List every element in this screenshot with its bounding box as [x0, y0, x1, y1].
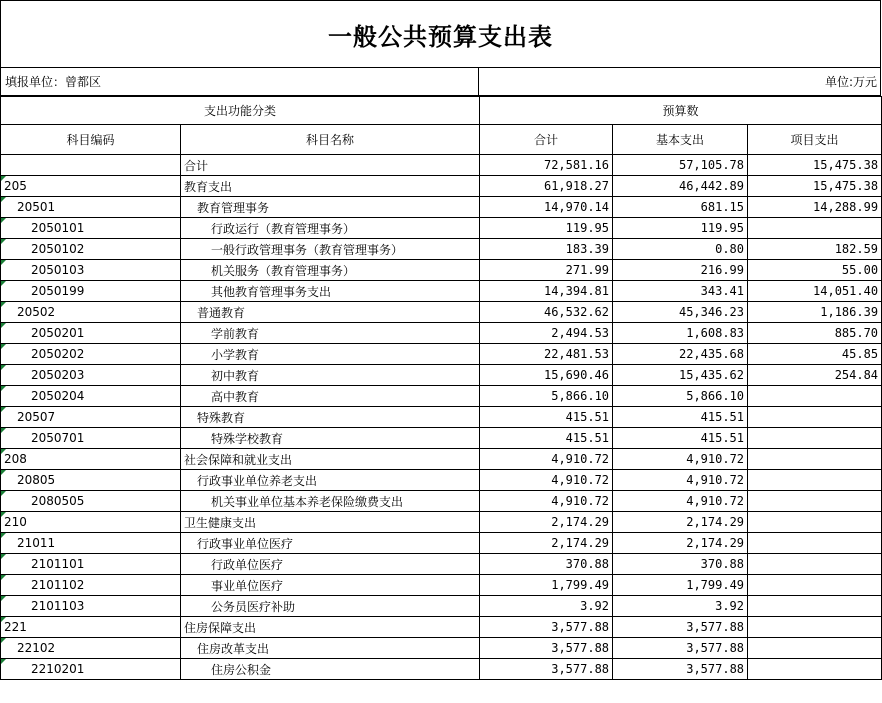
row-total: 3,577.88	[480, 659, 613, 680]
cell-marker-icon	[1, 218, 6, 223]
row-project	[748, 638, 882, 659]
row-code-cell	[1, 365, 181, 386]
row-code: 210	[4, 515, 27, 529]
row-code-cell	[1, 659, 181, 680]
function-class-header: 支出功能分类	[1, 97, 480, 125]
row-code-cell	[1, 197, 181, 218]
row-name: 机关服务（教育管理事务）	[181, 260, 480, 281]
cell-marker-icon	[1, 596, 6, 601]
page-title: 一般公共预算支出表	[328, 21, 553, 51]
table-row	[1, 575, 882, 596]
row-name: 小学教育	[181, 344, 480, 365]
cell-marker-icon	[1, 575, 6, 580]
table-row	[1, 617, 882, 638]
row-code-cell	[1, 323, 181, 344]
row-basic: 5,866.10	[613, 386, 748, 407]
row-total: 3.92	[480, 596, 613, 617]
row-name: 行政事业单位医疗	[181, 533, 480, 554]
row-name: 高中教育	[181, 386, 480, 407]
row-basic: 3,577.88	[613, 617, 748, 638]
row-code-cell	[1, 239, 181, 260]
row-basic: 4,910.72	[613, 491, 748, 512]
row-code: 22102	[17, 641, 56, 655]
row-code: 2101103	[31, 599, 85, 613]
table-row	[1, 512, 882, 533]
row-project: 1,186.39	[748, 302, 882, 323]
table-row	[1, 659, 882, 680]
row-project	[748, 386, 882, 407]
row-name: 行政运行（教育管理事务）	[181, 218, 480, 239]
cell-marker-icon	[1, 281, 6, 286]
table-row	[1, 302, 882, 323]
row-basic: 119.95	[613, 218, 748, 239]
row-code-cell	[1, 407, 181, 428]
row-total: 4,910.72	[480, 470, 613, 491]
row-code: 221	[4, 620, 27, 634]
row-basic: 3,577.88	[613, 659, 748, 680]
cell-marker-icon	[1, 407, 6, 412]
row-basic: 1,799.49	[613, 575, 748, 596]
row-project	[748, 533, 882, 554]
table-row	[1, 344, 882, 365]
row-name: 其他教育管理事务支出	[181, 281, 480, 302]
row-basic: 57,105.78	[613, 155, 748, 176]
row-total: 46,532.62	[480, 302, 613, 323]
row-code: 2050199	[31, 284, 85, 298]
row-code: 2050101	[31, 221, 85, 235]
row-code: 20501	[17, 200, 56, 214]
row-code-cell	[1, 638, 181, 659]
row-name: 行政事业单位养老支出	[181, 470, 480, 491]
cell-marker-icon	[1, 659, 6, 664]
cell-marker-icon	[1, 386, 6, 391]
row-basic: 2,174.29	[613, 533, 748, 554]
table-row	[1, 176, 882, 197]
row-project	[748, 659, 882, 680]
row-project	[748, 617, 882, 638]
column-header-row	[1, 125, 882, 155]
row-total: 2,174.29	[480, 512, 613, 533]
cell-marker-icon	[1, 260, 6, 265]
cell-marker-icon	[1, 491, 6, 496]
row-basic: 370.88	[613, 554, 748, 575]
row-code-cell	[1, 176, 181, 197]
row-code-cell	[1, 302, 181, 323]
basic-column-header: 基本支出	[613, 125, 748, 155]
row-total: 14,970.14	[480, 197, 613, 218]
row-total: 22,481.53	[480, 344, 613, 365]
row-total: 2,494.53	[480, 323, 613, 344]
row-total: 61,918.27	[480, 176, 613, 197]
row-name: 住房改革支出	[181, 638, 480, 659]
table-row	[1, 554, 882, 575]
row-total: 415.51	[480, 407, 613, 428]
row-code: 20502	[17, 305, 56, 319]
row-project	[748, 428, 882, 449]
cell-marker-icon	[1, 344, 6, 349]
row-code: 2050102	[31, 242, 85, 256]
row-name: 事业单位医疗	[181, 575, 480, 596]
row-project: 15,475.38	[748, 155, 882, 176]
cell-marker-icon	[1, 617, 6, 622]
table-row	[1, 197, 882, 218]
table-row	[1, 218, 882, 239]
row-name: 特殊教育	[181, 407, 480, 428]
row-code-cell	[1, 596, 181, 617]
row-code-cell	[1, 260, 181, 281]
row-code-cell	[1, 575, 181, 596]
row-project: 885.70	[748, 323, 882, 344]
row-code: 2210201	[31, 662, 85, 676]
row-basic: 415.51	[613, 428, 748, 449]
cell-marker-icon	[1, 533, 6, 538]
row-basic: 22,435.68	[613, 344, 748, 365]
table-row	[1, 638, 882, 659]
table-row	[1, 386, 882, 407]
row-name: 社会保障和就业支出	[181, 449, 480, 470]
row-name: 公务员医疗补助	[181, 596, 480, 617]
row-total: 4,910.72	[480, 491, 613, 512]
row-code-cell	[1, 428, 181, 449]
table-row	[1, 239, 882, 260]
cell-marker-icon	[1, 323, 6, 328]
row-code-cell	[1, 155, 181, 176]
row-code: 21011	[17, 536, 56, 550]
row-code: 2101102	[31, 578, 85, 592]
row-project: 14,288.99	[748, 197, 882, 218]
cell-marker-icon	[1, 197, 6, 202]
row-code: 2050701	[31, 431, 85, 445]
name-column-header: 科目名称	[181, 125, 480, 155]
table-row	[1, 155, 882, 176]
row-code: 2050202	[31, 347, 85, 361]
row-code: 2050204	[31, 389, 85, 403]
row-total: 5,866.10	[480, 386, 613, 407]
row-total: 415.51	[480, 428, 613, 449]
cell-marker-icon	[1, 302, 6, 307]
row-basic: 0.80	[613, 239, 748, 260]
row-total: 119.95	[480, 218, 613, 239]
group-header-row	[1, 97, 882, 125]
row-name: 住房公积金	[181, 659, 480, 680]
cell-marker-icon	[1, 512, 6, 517]
row-basic: 415.51	[613, 407, 748, 428]
row-code-cell	[1, 470, 181, 491]
cell-marker-icon	[1, 449, 6, 454]
row-name: 卫生健康支出	[181, 512, 480, 533]
row-code: 2050203	[31, 368, 85, 382]
row-total: 3,577.88	[480, 617, 613, 638]
row-name: 学前教育	[181, 323, 480, 344]
cell-marker-icon	[1, 470, 6, 475]
cell-marker-icon	[1, 638, 6, 643]
row-total: 14,394.81	[480, 281, 613, 302]
row-total: 2,174.29	[480, 533, 613, 554]
cell-marker-icon	[1, 365, 6, 370]
unit-row	[1, 68, 881, 96]
table-row	[1, 596, 882, 617]
row-total: 1,799.49	[480, 575, 613, 596]
row-basic: 1,608.83	[613, 323, 748, 344]
row-code-cell	[1, 386, 181, 407]
row-total: 72,581.16	[480, 155, 613, 176]
row-name: 初中教育	[181, 365, 480, 386]
row-project	[748, 449, 882, 470]
row-name: 普通教育	[181, 302, 480, 323]
expenditure-table	[0, 96, 882, 680]
row-total: 3,577.88	[480, 638, 613, 659]
table-row	[1, 470, 882, 491]
row-name: 住房保障支出	[181, 617, 480, 638]
row-code: 2080505	[31, 494, 85, 508]
row-name: 教育管理事务	[181, 197, 480, 218]
row-basic: 3.92	[613, 596, 748, 617]
row-project: 15,475.38	[748, 176, 882, 197]
project-column-header: 项目支出	[748, 125, 882, 155]
row-total: 271.99	[480, 260, 613, 281]
row-total: 15,690.46	[480, 365, 613, 386]
row-project	[748, 596, 882, 617]
cell-marker-icon	[1, 554, 6, 559]
total-column-header: 合计	[480, 125, 613, 155]
table-row	[1, 323, 882, 344]
code-column-header: 科目编码	[1, 125, 181, 155]
row-code-cell	[1, 554, 181, 575]
table-row	[1, 407, 882, 428]
budget-amount-header: 预算数	[480, 97, 882, 125]
cell-marker-icon	[1, 176, 6, 181]
row-basic: 15,435.62	[613, 365, 748, 386]
row-project	[748, 491, 882, 512]
row-total: 370.88	[480, 554, 613, 575]
row-basic: 2,174.29	[613, 512, 748, 533]
row-project: 14,051.40	[748, 281, 882, 302]
row-name: 合计	[181, 155, 480, 176]
row-name: 一般行政管理事务（教育管理事务）	[181, 239, 480, 260]
row-basic: 3,577.88	[613, 638, 748, 659]
row-basic: 45,346.23	[613, 302, 748, 323]
row-code: 2101101	[31, 557, 85, 571]
table-body	[1, 155, 882, 680]
row-code-cell	[1, 512, 181, 533]
row-basic: 46,442.89	[613, 176, 748, 197]
table-row	[1, 281, 882, 302]
table-row	[1, 533, 882, 554]
row-project	[748, 575, 882, 596]
row-name: 教育支出	[181, 176, 480, 197]
row-basic: 4,910.72	[613, 470, 748, 491]
row-code-cell	[1, 449, 181, 470]
row-code-cell	[1, 533, 181, 554]
title-row	[1, 1, 881, 68]
table-row	[1, 365, 882, 386]
row-basic: 216.99	[613, 260, 748, 281]
row-code: 20507	[17, 410, 56, 424]
row-project	[748, 470, 882, 491]
row-project: 55.00	[748, 260, 882, 281]
row-project	[748, 512, 882, 533]
table-row	[1, 491, 882, 512]
cell-marker-icon	[1, 428, 6, 433]
row-project	[748, 218, 882, 239]
table-row	[1, 428, 882, 449]
row-code: 205	[4, 179, 27, 193]
reporting-unit-label: 填报单位：曾都区	[1, 68, 479, 95]
row-project: 45.85	[748, 344, 882, 365]
currency-unit-label: 单位:万元	[479, 68, 881, 95]
row-code-cell	[1, 344, 181, 365]
row-basic: 681.15	[613, 197, 748, 218]
row-name: 机关事业单位基本养老保险缴费支出	[181, 491, 480, 512]
row-project: 182.59	[748, 239, 882, 260]
row-code: 2050103	[31, 263, 85, 277]
row-code-cell	[1, 281, 181, 302]
row-project: 254.84	[748, 365, 882, 386]
row-basic: 343.41	[613, 281, 748, 302]
row-basic: 4,910.72	[613, 449, 748, 470]
row-project	[748, 407, 882, 428]
table-row	[1, 449, 882, 470]
row-name: 行政单位医疗	[181, 554, 480, 575]
row-code-cell	[1, 491, 181, 512]
row-code: 20805	[17, 473, 56, 487]
row-code: 208	[4, 452, 27, 466]
row-code: 2050201	[31, 326, 85, 340]
row-project	[748, 554, 882, 575]
table-row	[1, 260, 882, 281]
row-code-cell	[1, 218, 181, 239]
row-name: 特殊学校教育	[181, 428, 480, 449]
row-total: 183.39	[480, 239, 613, 260]
cell-marker-icon	[1, 239, 6, 244]
row-code-cell	[1, 617, 181, 638]
row-total: 4,910.72	[480, 449, 613, 470]
